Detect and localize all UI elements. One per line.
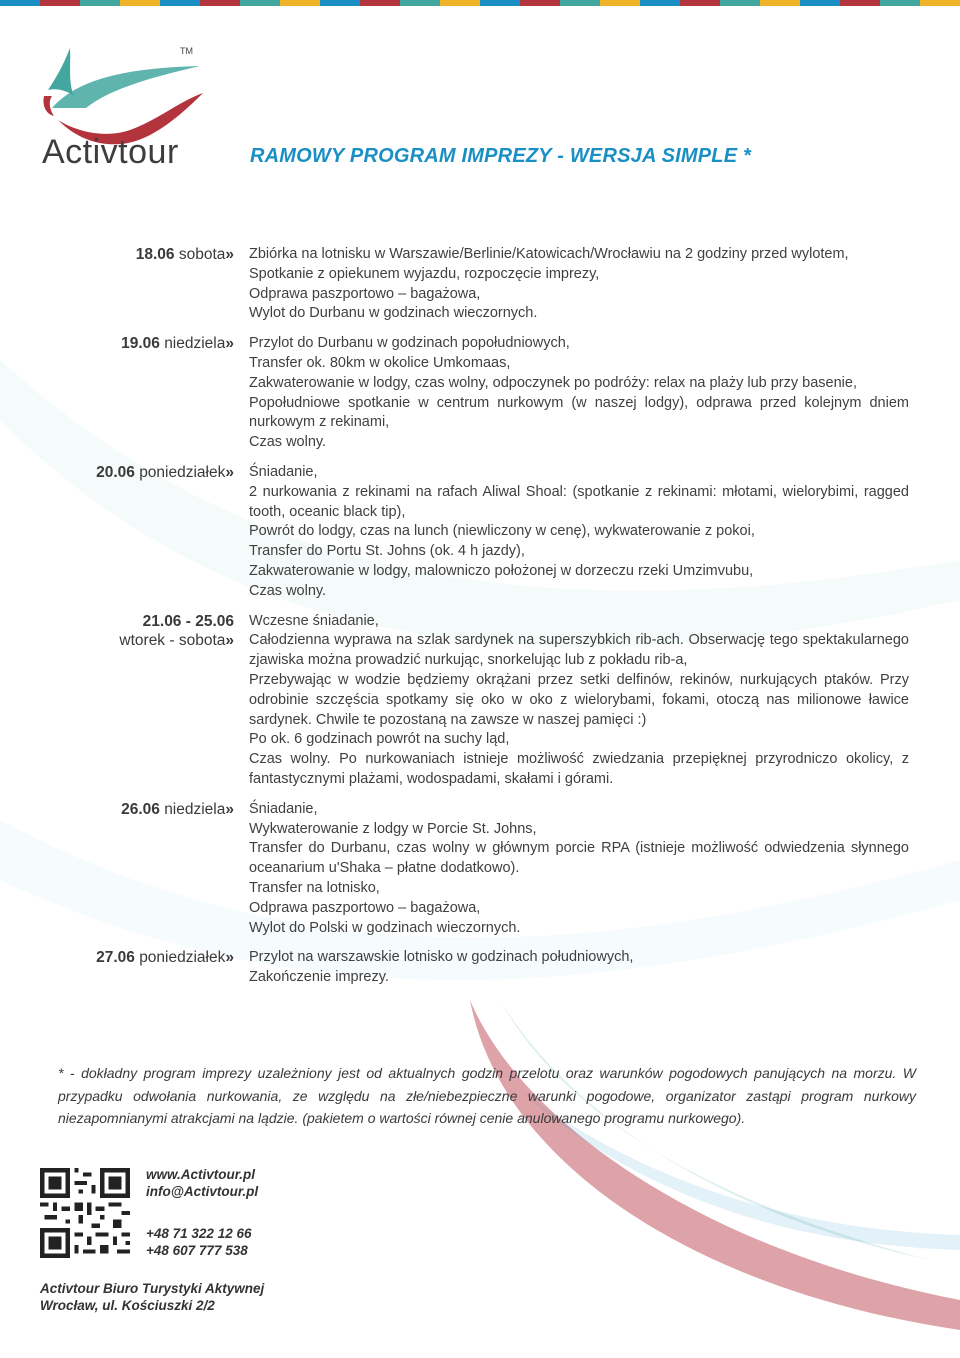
- day-label: 19.06 niedziela»: [121, 335, 234, 353]
- day-line: Odprawa paszportowo – bagażowa,: [249, 285, 481, 302]
- phone-1: +48 71 322 12 66: [146, 1226, 252, 1241]
- program-list: [40, 245, 920, 998]
- day-date: 18.06: [135, 246, 175, 263]
- day-entry: [40, 948, 920, 988]
- day-line: Czas wolny.: [249, 582, 327, 599]
- day-description: [249, 948, 909, 988]
- day-entry: [40, 245, 920, 324]
- day-description: [249, 245, 909, 324]
- day-line: Śniadanie,: [249, 463, 318, 480]
- day-line: Zbiórka na lotnisku w Warszawie/Berlinie/Katowicach/Wrocławiu na 2 godziny przed wylotem,: [249, 246, 849, 262]
- day-line: Wczesne śniadanie,: [249, 612, 379, 629]
- day-line: Czas wolny. Po nurkowaniach istnieje możliwość zwiedzania przepięknej przyrodniczo okolicy, z fantastycznymi plażami, wodospadami, skałami i górami.: [249, 751, 909, 787]
- trademark-mark: TM: [180, 46, 193, 56]
- day-name: sobota: [178, 246, 226, 263]
- qr-code-icon: [40, 1168, 130, 1258]
- company-address: Wrocław, ul. Kościuszki 2/2: [40, 1298, 215, 1313]
- day-label: 21.06 - 25.06 wtorek - sobota»: [40, 612, 249, 790]
- day-line: Powrót do lodgy, czas na lunch (niewliczony w cenę), wykwaterowanie z pokoi,: [249, 523, 755, 540]
- day-name: niedziela: [164, 800, 226, 818]
- day-line: Transfer na lotnisko,: [249, 879, 380, 896]
- day-label: 27.06 poniedziałek»: [96, 949, 234, 967]
- day-label: 26.06 niedziela»: [121, 800, 234, 818]
- day-name: niedziela: [164, 335, 226, 353]
- day-line: Odprawa paszportowo – bagażowa,: [249, 899, 481, 916]
- day-name: wtorek - sobota: [119, 632, 226, 650]
- day-description: [249, 612, 909, 790]
- day-line: Transfer ok. 80km w okolice Umkomaas,: [249, 354, 511, 371]
- day-line: Spotkanie z opiekunem wyjazdu, rozpoczęcie imprezy,: [249, 265, 600, 282]
- day-line: 2 nurkowania z rekinami na rafach Aliwal Shoal: (spotkanie z rekinami: młotami, wielorybimi, ragged tooth, oceanic black tip),: [249, 483, 909, 520]
- footnote: * - dokładny program imprezy uzależniony jest od aktualnych godzin przelotu oraz warunków pogodowych panujących na morzu. W przypadku odwołania nurkowania, ze względu na złe/niebezpieczne warunki pogodowe, organizator zastąpi program nurkowy niezapomnianymi atrakcjami na lądzie. (pakietem o wartości równej cenie anulowanego programu nurkowego).: [58, 1065, 916, 1126]
- page-title: RAMOWY PROGRAM IMPREZY - WERSJA SIMPLE *: [250, 145, 751, 167]
- day-line: Całodzienna wyprawa na szlak sardynek na superszybkich rib-ach. Obserwację tego spektakularnego zjawiska można prowadzić nurkując, snorkelując lub z pokładu rib-a,: [249, 632, 909, 669]
- day-description: [249, 463, 909, 602]
- day-date: 27.06: [96, 949, 135, 967]
- day-entry: [40, 800, 920, 939]
- day-line: Wylot do Polski w godzinach wieczornych.: [249, 919, 521, 936]
- day-description: [249, 800, 909, 939]
- day-line: Czas wolny.: [249, 434, 327, 451]
- day-line: Śniadanie,: [249, 800, 318, 817]
- day-line: Popołudniowe spotkanie w centrum nurkowym (w naszej lodgy), odprawa przed kolejnym dniem nurkowym z rekinami,: [249, 394, 909, 431]
- day-line: Po ok. 6 godzinach powrót na suchy ląd,: [249, 731, 510, 748]
- phone-2: +48 607 777 538: [146, 1243, 248, 1258]
- day-line: Wykwaterowanie z lodgy w Porcie St. Johns,: [249, 820, 537, 837]
- day-date: 21.06 - 25.06: [142, 612, 234, 630]
- day-line: Transfer do Portu St. Johns (ok. 4 h jazdy),: [249, 543, 525, 560]
- top-color-stripe: [0, 0, 960, 6]
- day-entry: [40, 334, 920, 453]
- day-entry: [40, 612, 920, 790]
- day-line: Wylot do Durbanu w godzinach wieczornych.: [249, 305, 538, 322]
- day-name: poniedziałek: [139, 463, 226, 481]
- day-line: Zakwaterowanie w lodgy, czas wolny, odpoczynek po podróży: relax na plaży lub przy basenie,: [249, 374, 857, 391]
- day-date: 19.06: [121, 335, 160, 353]
- day-line: Przylot na warszawskie lotnisko w godzinach południowych,: [249, 949, 634, 966]
- email-link[interactable]: info@Activtour.pl: [146, 1184, 259, 1199]
- website-link[interactable]: www.Activtour.pl: [146, 1167, 256, 1182]
- day-date: 26.06: [121, 800, 160, 818]
- day-date: 20.06: [96, 463, 135, 481]
- company-name: Activtour Biuro Turystyki Aktywnej: [40, 1281, 265, 1296]
- day-description: [249, 334, 909, 453]
- day-line: Przylot do Durbanu w godzinach popołudniowych,: [249, 335, 570, 352]
- day-line: Zakwaterowanie w lodgy, malowniczo położonej w dorzeczu rzeki Umzimvubu,: [249, 562, 754, 579]
- day-line: Przebywając w wodzie będziemy okrążani przez setki delfinów, rekinów, nurkujących ptaków. Przy odrobinie szczęścia spotkamy się oko w oko z wielorybami, fokami, otoczą nas milionowe ławice sardynek. Chwile te pozostaną na zawsze w naszej pamięci :): [249, 671, 909, 728]
- day-line: Zakończenie imprezy.: [249, 969, 389, 986]
- day-label: 18.06 sobota»: [135, 246, 234, 263]
- day-line: Transfer do Durbanu, czas wolny w głównym porcie RPA (istnieje możliwość odwiedzenia słynnego oceanarium u'Shaka – płatne dodatkowo).: [249, 840, 909, 877]
- logo-wordmark: Activtour: [42, 133, 179, 171]
- day-name: poniedziałek: [139, 949, 226, 967]
- day-entry: [40, 463, 920, 602]
- day-label: 20.06 poniedziałek»: [96, 463, 234, 481]
